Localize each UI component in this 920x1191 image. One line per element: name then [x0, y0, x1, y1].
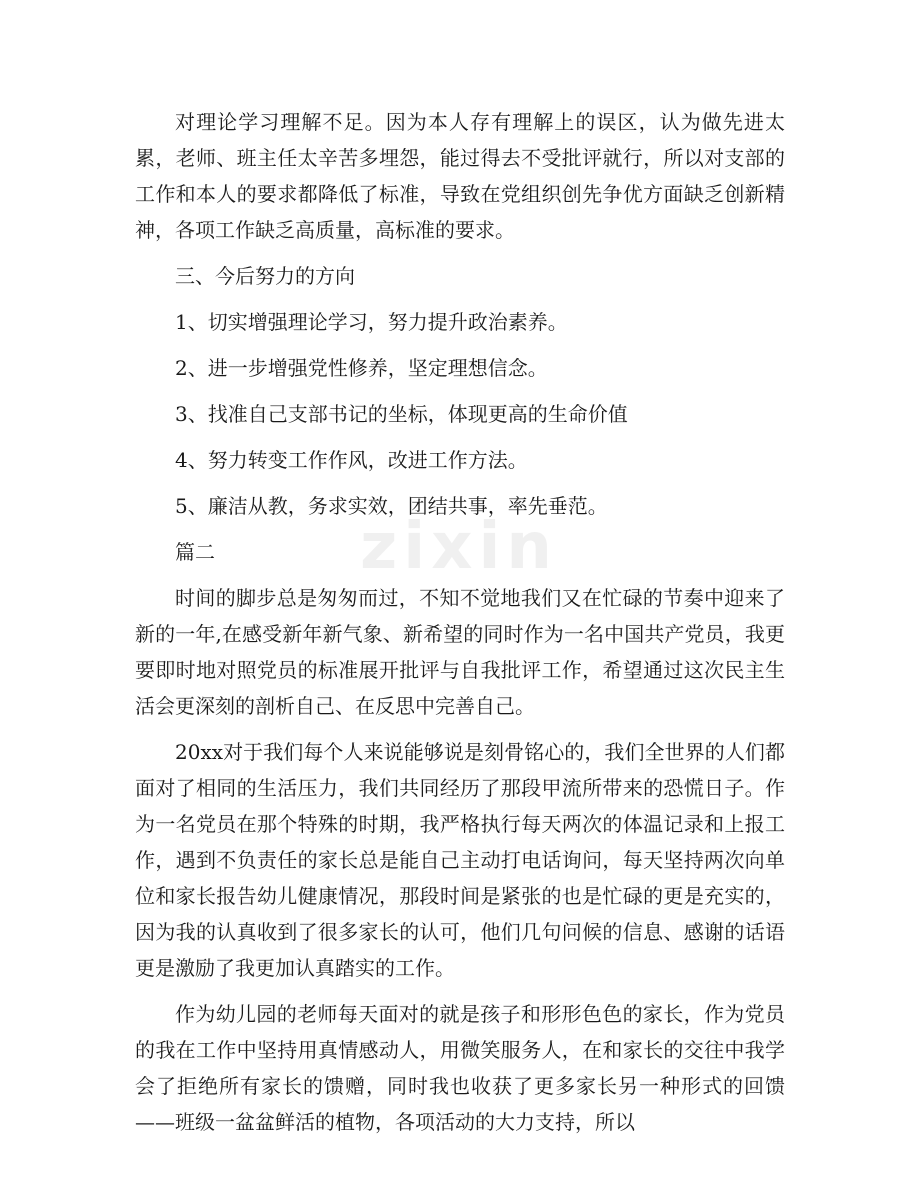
paragraph-theory-study: 对理论学习理解不足。因为本人存有理解上的误区，认为做先进太累，老师、班主任太辛苦多埋怨，能过得去不受批评就行，所以对支部的工作和本人的要求都降低了标准，导致在党组织创先争优方面缺乏创新精神，各项工作缺乏高质量，高标准的要求。: [135, 110, 785, 242]
paragraph-new-year: 时间的脚步总是匆匆而过，不知不觉地我们又在忙碌的节奏中迎来了新的一年,在感受新年新气象、新希望的同时作为一名中国共产党员，我更要即时地对照党员的标准展开批评与自我批评工作，希望通过这次民主生活会更深刻的剖析自己、在反思中完善自己。: [135, 586, 785, 718]
list-item-5: 5、廉洁从教，务求实效，团结共事，率先垂范。: [175, 494, 608, 518]
list-item-2: 2、进一步增强党性修养，坚定理想信念。: [175, 356, 548, 380]
paragraph-20xx: 20xx对于我们每个人来说能够说是刻骨铭心的，我们全世界的人们都面对了相同的生活压力，我们共同经历了那段甲流所带来的恐慌日子。作为一名党员在那个特殊的时期，我严格执行每天两次的体温记录和上报工作，遇到不负责任的家长总是能自己主动打电话询问，每天坚持两次向单位和家长报告幼儿健康情况，那段时间是紧张的也是忙碌的更是充实的，因为我的认真收到了很多家长的认可，他们几句问候的信息、感谢的话语更是激励了我更加认真踏实的工作。: [135, 740, 785, 980]
document-body: [135, 104, 785, 1150]
section-heading-part-two: 篇二: [175, 540, 215, 564]
paragraph-kindergarten-teacher: 作为幼儿园的老师每天面对的就是孩子和形形色色的家长，作为党员的我在工作中坚持用真情感动人，用微笑服务人，在和家长的交往中我学会了拒绝所有家长的馈赠，同时我也收获了更多家长另一种形式的回馈——班级一盆盆鲜活的植物，各项活动的大力支持，所以: [135, 1002, 785, 1134]
list-item-3: 3、找准自己支部书记的坐标，体现更高的生命价值: [175, 402, 628, 426]
watermark: zixin: [360, 510, 558, 584]
section-heading-future-direction: 三、今后努力的方向: [175, 264, 355, 288]
list-item-4: 4、努力转变工作作风，改进工作方法。: [175, 448, 528, 472]
list-item-1: 1、切实增强理论学习，努力提升政治素养。: [175, 310, 568, 334]
